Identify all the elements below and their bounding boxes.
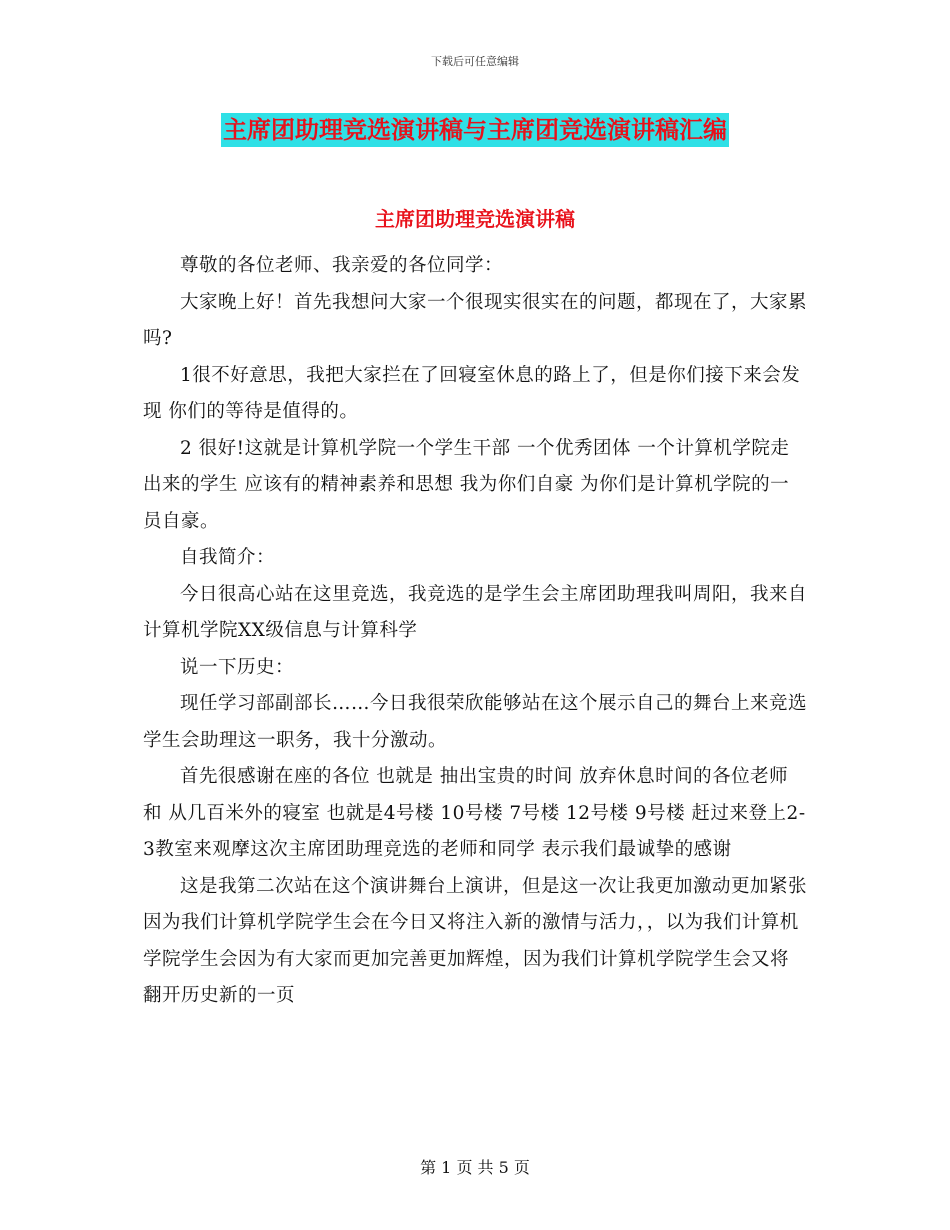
page-number-footer: 第 1 页 共 5 页 (420, 1158, 530, 1177)
paragraph: 今日很高心站在这里竞选，我竞选的是学生会主席团助理我叫周阳，我来自计算机学院XX级信息与计算科学 (143, 583, 808, 641)
paragraph: 这是我第二次站在这个演讲舞台上演讲，但是这一次让我更加激动更加紧张 因为我们计算机学院学生会在今日又将注入新的激情与活力，，以为我们计算机学院学生会因为有大家而更加完善更加辉煌，因为我们计算机学院学生会又将翻开历史新的一页 (143, 875, 808, 1006)
paragraph: 说一下历史： (180, 656, 295, 678)
section-title: 主席团助理竞选演讲稿 (375, 207, 575, 231)
main-title: 主席团助理竞选演讲稿与主席团竞选演讲稿汇编 (221, 113, 729, 147)
main-title-container (0, 113, 950, 147)
paragraph: 大家晚上好！首先我想问大家一个很现实很实在的问题，都现在了，大家累吗? (143, 291, 808, 349)
paragraph: 现任学习部副部长……今日我很荣欣能够站在这个展示自己的舞台上来竞选学生会助理这一职务，我十分激动。 (143, 693, 808, 751)
paragraph: 自我简介： (180, 547, 276, 568)
paragraph: 2 很好!这就是计算机学院一个学生干部 一个优秀团体 一个计算机学院走出来的学生 应该有的精神素养和思想 我为你们自豪 为你们是计算机学院的一员自豪。 (143, 437, 790, 532)
paragraph: 首先很感谢在座的各位 也就是 抽出宝贵的时间 放弃休息时间的各位老师 和 从几百米外的寝室 也就是4号楼 10号楼 7号楼 12号楼 9号楼 赶过来登上2-3教室来观摩这次主席团助理竞选的老师和同学 表示我们最诚挚的感谢 (143, 766, 806, 860)
header-note: 下载后可任意编辑 (431, 55, 519, 68)
paragraph: 尊敬的各位老师、我亲爱的各位同学： (180, 255, 504, 276)
paragraph: 1很不好意思，我把大家拦在了回寝室休息的路上了，但是你们接下来会发现 你们的等待是值得的。 (143, 364, 801, 422)
speech-body (143, 248, 807, 1015)
